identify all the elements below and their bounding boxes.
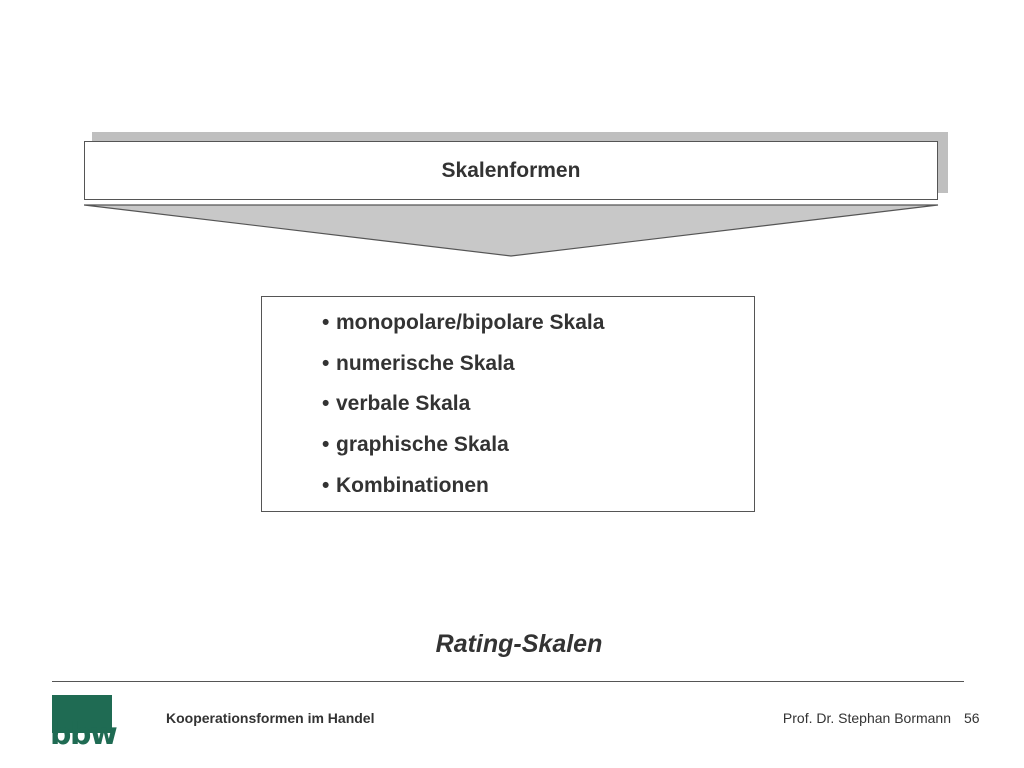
list-item-label: monopolare/bipolare Skala bbox=[336, 311, 605, 334]
bbw-logo bbox=[50, 695, 117, 755]
footer-divider bbox=[52, 681, 964, 682]
list-item bbox=[322, 472, 604, 513]
slide-subtitle: Rating-Skalen bbox=[435, 630, 603, 658]
bullet-icon: • bbox=[322, 392, 330, 416]
list-item-label: numerische Skala bbox=[336, 351, 515, 375]
list-item-label: Kombinationen bbox=[336, 473, 489, 497]
list-item-label: graphische Skala bbox=[336, 433, 509, 457]
logo-text: bbw bbox=[50, 717, 117, 752]
bullet-icon: • bbox=[322, 433, 330, 457]
list-item bbox=[322, 309, 604, 350]
bullet-icon: • bbox=[322, 351, 330, 375]
list-item bbox=[322, 390, 604, 431]
list-item bbox=[322, 350, 604, 391]
bullet-icon: • bbox=[322, 473, 330, 497]
footer-course-title: Kooperationsformen im Handel bbox=[166, 710, 375, 726]
header-box bbox=[84, 141, 938, 200]
list-item-label: verbale Skala bbox=[336, 392, 471, 416]
scale-forms-list bbox=[322, 309, 604, 512]
funnel-arrow bbox=[84, 203, 940, 259]
page-number: 56 bbox=[964, 710, 980, 726]
scale-forms-box bbox=[261, 296, 755, 512]
header-title: Skalenformen bbox=[441, 158, 581, 182]
list-item bbox=[322, 431, 604, 472]
bullet-icon: • bbox=[322, 311, 330, 334]
footer-author: Prof. Dr. Stephan Bormann bbox=[782, 710, 951, 726]
